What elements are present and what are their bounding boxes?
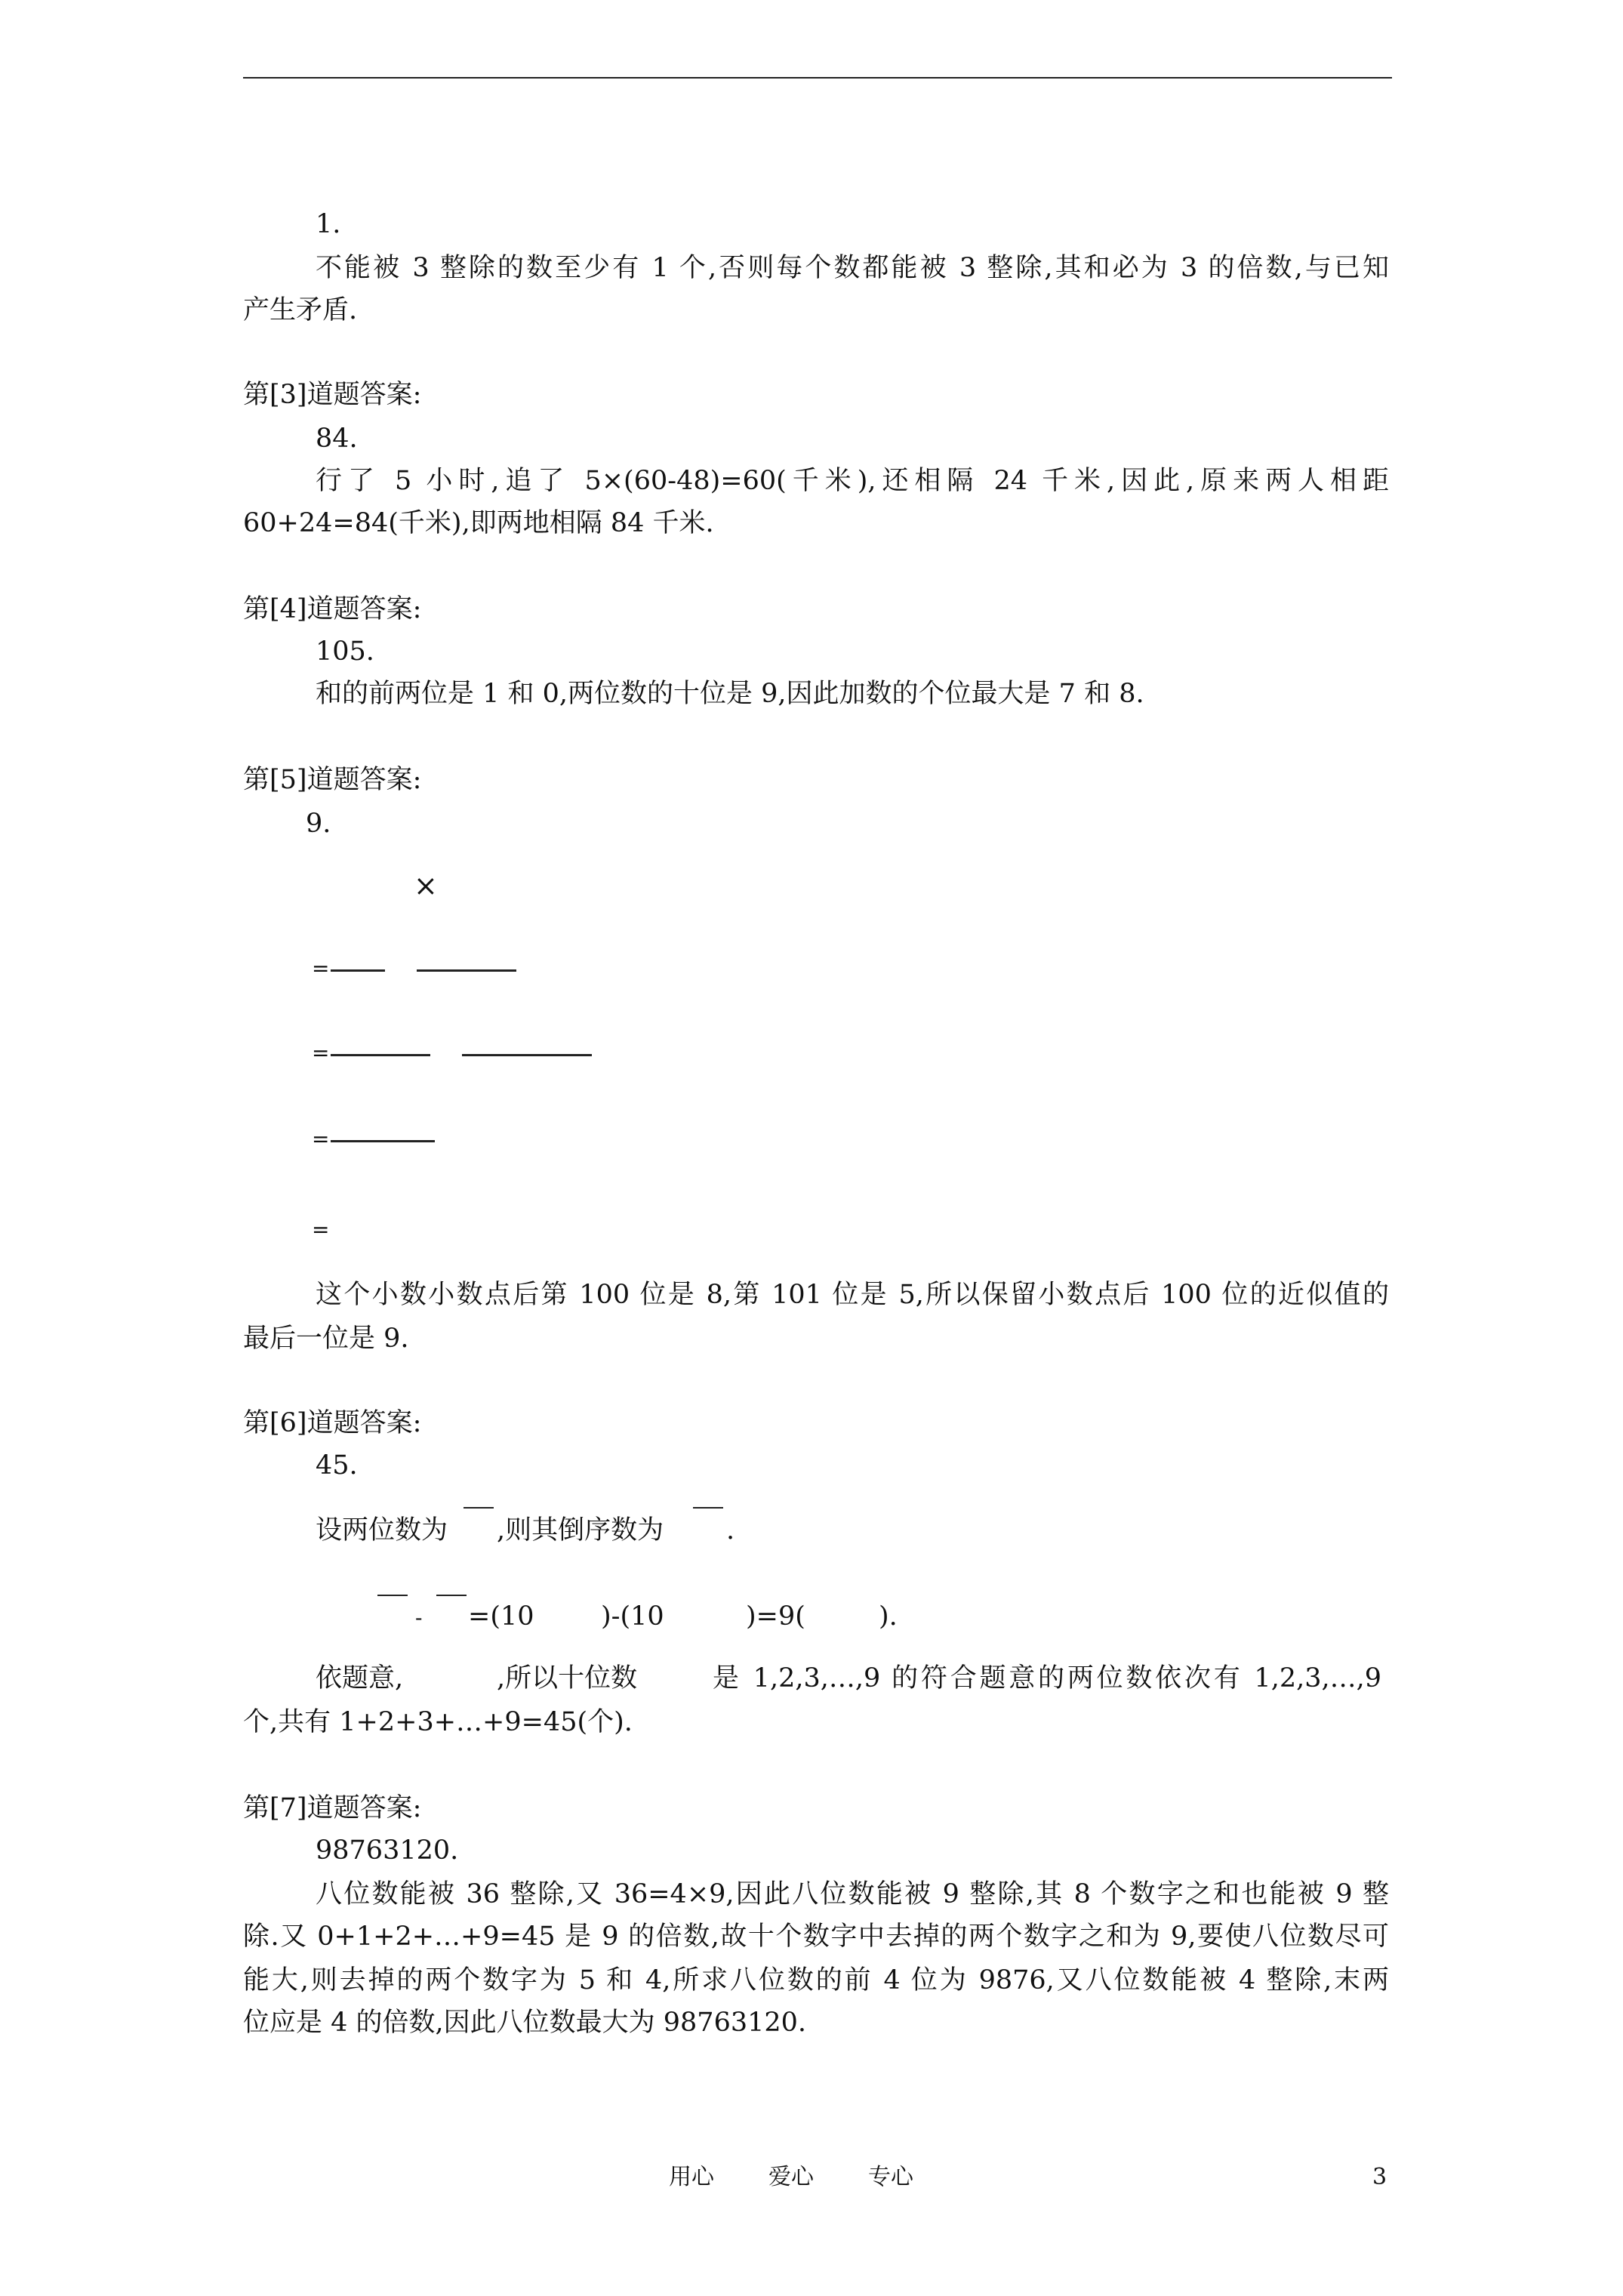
overline-bar bbox=[377, 1595, 408, 1596]
fraction-bar bbox=[331, 1140, 435, 1142]
q4-explanation-line1: 和的前两位是 1 和 0,两位数的十位是 9,因此加数的个位最大是 7 和 8. bbox=[316, 679, 1144, 709]
q3-explanation-line1: 行了 5 小时,追了 5×(60-48)=60(千米),还相隔 24 千米,因此,原来两人相距 bbox=[316, 466, 1389, 496]
fraction-bar bbox=[331, 1054, 430, 1056]
q6-answer: 45. bbox=[316, 1450, 358, 1481]
footer-motto-1: 用心 bbox=[669, 2164, 714, 2190]
q6-equation-part-b: )-(10 bbox=[601, 1601, 664, 1632]
q6-setup-part2: ,则其倒序数为 bbox=[497, 1515, 664, 1546]
q2-explanation-line1: 不能被 3 整除的数至少有 1 个,否则每个数都能被 3 整除,其和必为 3 的倍数,与已知 bbox=[316, 253, 1389, 283]
q5-explanation-line2: 最后一位是 9. bbox=[243, 1324, 409, 1354]
q5-equals-1: = bbox=[312, 956, 330, 981]
page-number: 3 bbox=[1372, 2164, 1387, 2190]
q6-explanation-part1: 依题意, bbox=[316, 1663, 404, 1693]
q4-answer: 105. bbox=[316, 636, 374, 667]
q6-setup-part1: 设两位数为 bbox=[316, 1515, 448, 1546]
overline-bar bbox=[463, 1507, 494, 1509]
q5-times-sign: × bbox=[414, 869, 438, 902]
q6-equation-part-d: ). bbox=[879, 1601, 898, 1632]
q7-explanation-line3: 能大,则去掉的两个数字为 5 和 4,所求八位数的前 4 位为 9876,又八位数能被 4 整除,末两 bbox=[243, 1965, 1389, 1996]
q7-explanation-line4: 位应是 4 的倍数,因此八位数最大为 98763120. bbox=[243, 2008, 807, 2038]
q4-heading: 第[4]道题答案: bbox=[243, 594, 422, 624]
q7-heading: 第[7]道题答案: bbox=[243, 1793, 422, 1823]
q6-heading: 第[6]道题答案: bbox=[243, 1408, 422, 1438]
q6-equation-part-c: )=9( bbox=[746, 1601, 805, 1632]
q7-answer: 98763120. bbox=[316, 1835, 459, 1866]
q5-heading: 第[5]道题答案: bbox=[243, 765, 422, 795]
q6-explanation-line2: 个,共有 1+2+3+…+9=45(个). bbox=[243, 1707, 633, 1737]
overline-bar bbox=[436, 1595, 467, 1596]
q5-explanation-line1: 这个小数小数点后第 100 位是 8,第 101 位是 5,所以保留小数点后 100 位的近似值的 bbox=[316, 1280, 1389, 1310]
q2-answer: 1. bbox=[316, 209, 341, 239]
fraction-bar bbox=[462, 1054, 592, 1056]
q5-equals-3: = bbox=[312, 1126, 330, 1151]
q2-explanation-line2: 产生矛盾. bbox=[243, 295, 358, 325]
q6-explanation-part3: 是 1,2,3,…,9 的符合题意的两位数依次有 1,2,3,…,9 bbox=[713, 1663, 1381, 1693]
q5-equals-4: = bbox=[312, 1217, 330, 1242]
q6-equation-part-a: =(10 bbox=[468, 1601, 534, 1632]
overline-bar bbox=[693, 1507, 723, 1509]
q3-explanation-line2: 60+24=84(千米),即两地相隔 84 千米. bbox=[243, 508, 714, 538]
q3-heading: 第[3]道题答案: bbox=[243, 380, 422, 410]
q6-minus-sign: - bbox=[415, 1605, 423, 1630]
q7-explanation-line1: 八位数能被 36 整除,又 36=4×9,因此八位数能被 9 整除,其 8 个数字之和也能被 9 整 bbox=[316, 1879, 1389, 1909]
fraction-bar bbox=[331, 969, 385, 972]
q3-answer: 84. bbox=[316, 424, 358, 454]
header-rule bbox=[243, 77, 1392, 79]
fraction-bar bbox=[417, 969, 516, 972]
q5-answer: 9. bbox=[306, 809, 331, 839]
footer-motto-2: 爱心 bbox=[768, 2164, 814, 2190]
q5-equals-2: = bbox=[312, 1040, 330, 1065]
q6-explanation-part2: ,所以十位数 bbox=[497, 1663, 638, 1693]
footer-motto-3: 专心 bbox=[868, 2164, 913, 2190]
q6-setup-part3: . bbox=[726, 1515, 735, 1546]
q7-explanation-line2: 除.又 0+1+2+…+9=45 是 9 的倍数,故十个数字中去掉的两个数字之和为 9,要使八位数尽可 bbox=[243, 1922, 1389, 1952]
